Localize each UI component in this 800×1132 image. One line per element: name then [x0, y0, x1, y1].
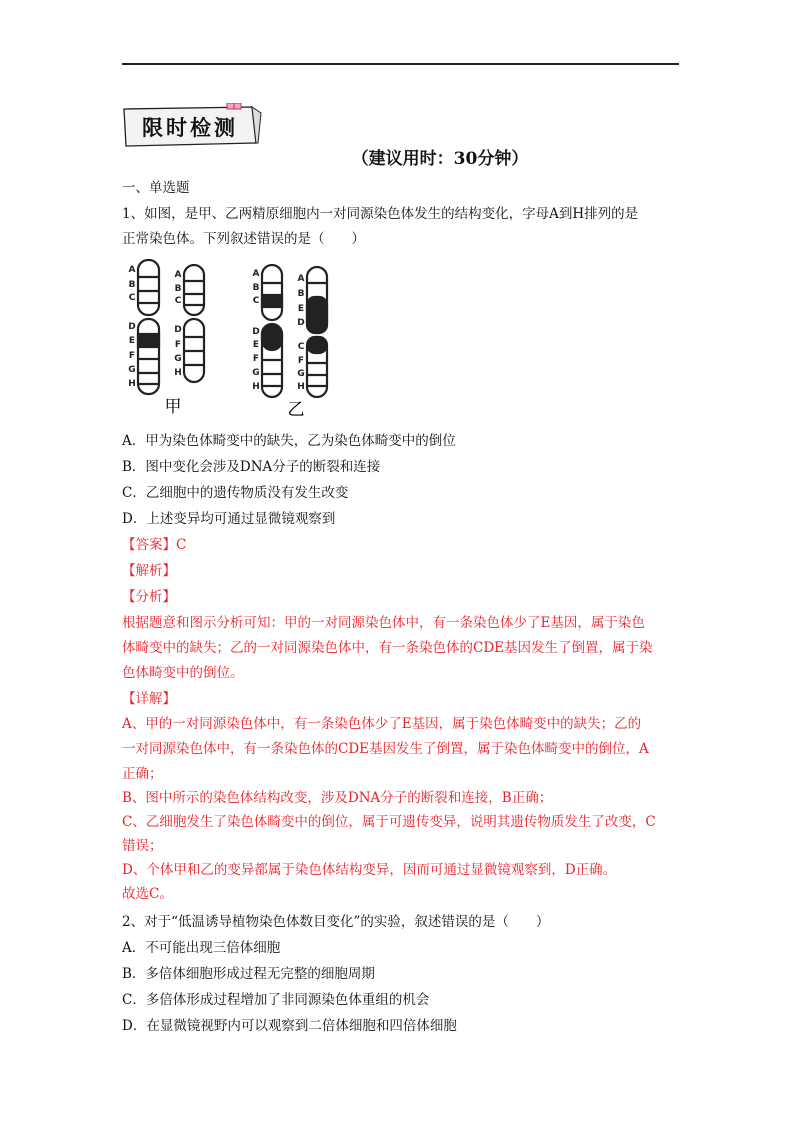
label-jia: 甲	[164, 397, 182, 417]
q1-option-c: C．乙细胞中的遗传物质没有发生改变	[122, 485, 349, 501]
yi-left-letter: A	[252, 269, 260, 279]
jia-right-letter: D	[174, 325, 182, 335]
yi-right-letter: F	[297, 356, 305, 366]
q1-jiexi-heading: 【解析】	[122, 563, 176, 579]
q1-option-d: D．上述变异均可通过显微镜观察到	[122, 511, 336, 527]
chromosome-yi-right	[307, 267, 327, 397]
yi-right-letter: H	[297, 382, 305, 392]
q1-stem-line1: 1、如图，是甲、乙两精原细胞内一对同源染色体发生的结构变化，字母A到H排列的是	[122, 206, 639, 222]
q1-analysis-line1: 根据题意和图示分析可知：甲的一对同源染色体中，有一条染色体少了E基因，属于染色	[122, 615, 645, 631]
q1-option-b: B．图中变化会涉及DNA分子的断裂和连接	[122, 459, 381, 475]
q1-analysis-line2: 体畸变中的缺失；乙的一对同源染色体中，有一条染色体的CDE基因发生了倒置，属于染	[122, 640, 653, 656]
chromosome-diagram	[122, 255, 362, 420]
chromosome-jia-right	[184, 265, 204, 382]
q1-detail-line3: 正确；	[122, 766, 163, 782]
q1-detail-line6: 错误；	[122, 838, 163, 854]
q1-option-a: A．甲为染色体畸变中的缺失，乙为染色体畸变中的倒位	[122, 433, 456, 449]
jia-right-letter: B	[174, 284, 182, 294]
q2-stem: 2、对于“低温诱导植物染色体数目变化”的实验，叙述错误的是（ ）	[122, 914, 550, 930]
q1-detail-line1: A、甲的一对同源染色体中，有一条染色体少了E基因，属于染色体畸变中的缺失；乙的	[122, 716, 642, 732]
yi-left-letter: C	[252, 296, 260, 306]
yi-left-letter: H	[252, 382, 260, 392]
section-banner	[120, 103, 265, 148]
chromosome-figure	[122, 255, 362, 420]
jia-left-letter: H	[128, 379, 136, 389]
banner-title: 限时检测	[142, 116, 238, 140]
q2-option-d: D．在显微镜视野内可以观察到二倍体细胞和四倍体细胞	[122, 1018, 457, 1034]
yi-right-letter: G	[297, 369, 305, 379]
yi-left-letter: G	[252, 368, 260, 378]
q1-detail-line2: 一对同源染色体中，有一条染色体的CDE基因发生了倒置，属于染色体畸变中的倒位，A	[122, 741, 649, 757]
q2-option-c: C．多倍体形成过程增加了非同源染色体重组的机会	[122, 992, 430, 1008]
jia-right-letter: G	[174, 354, 182, 364]
q1-conclusion: 故选C。	[122, 886, 173, 902]
top-rule	[122, 63, 679, 65]
yi-right-letter: A	[297, 274, 305, 284]
jia-right-letter: H	[174, 368, 182, 378]
jia-left-letter: E	[128, 336, 136, 346]
jia-left-letter: B	[128, 280, 136, 290]
jia-right-letter: C	[174, 296, 182, 306]
jia-left-letter: G	[128, 365, 136, 375]
yi-right-letter: B	[297, 289, 305, 299]
yi-left-letter: F	[252, 354, 260, 364]
jia-right-letter: F	[174, 340, 182, 350]
yi-right-letter: C	[297, 342, 305, 352]
jia-left-letter: A	[128, 265, 136, 275]
suggested-time-text: （建议用时：30分钟）	[351, 149, 529, 169]
suggested-time	[0, 144, 800, 169]
q1-answer: 【答案】C	[122, 537, 187, 553]
yi-right-letter: D	[297, 318, 305, 328]
q2-option-a: A．不可能出现三倍体细胞	[122, 940, 281, 956]
jia-left-letter: D	[128, 322, 136, 332]
yi-left-letter: E	[252, 340, 260, 350]
q1-detail-line4: B、图中所示的染色体结构改变，涉及DNA分子的断裂和连接，B正确；	[122, 790, 553, 806]
q1-xiangjie-heading: 【详解】	[122, 691, 176, 707]
chromosome-yi-left	[262, 265, 282, 397]
chromosome-jia-left	[138, 260, 159, 394]
jia-left-letter: C	[128, 293, 136, 303]
section-title: 一、单选题	[122, 180, 190, 196]
q1-analysis-line3: 色体畸变中的倒位。	[122, 665, 244, 681]
jia-left-letter: F	[128, 351, 136, 361]
yi-left-letter: D	[252, 327, 260, 337]
q2-option-b: B．多倍体细胞形成过程无完整的细胞周期	[122, 966, 375, 982]
q1-stem-line2: 正常染色体。下列叙述错误的是（ ）	[122, 231, 365, 247]
yi-left-letter: B	[252, 283, 260, 293]
yi-right-letter: E	[297, 304, 305, 314]
q1-detail-line5: C、乙细胞发生了染色体畸变中的倒位，属于可遗传变异，说明其遗传物质发生了改变，C	[122, 814, 656, 830]
q1-fenxi-heading: 【分析】	[122, 589, 176, 605]
label-yi: 乙	[287, 400, 305, 420]
jia-right-letter: A	[174, 270, 182, 280]
q1-detail-line7: D、个体甲和乙的变异都属于染色体结构变异，因而可通过显微镜观察到，D正确。	[122, 862, 617, 878]
